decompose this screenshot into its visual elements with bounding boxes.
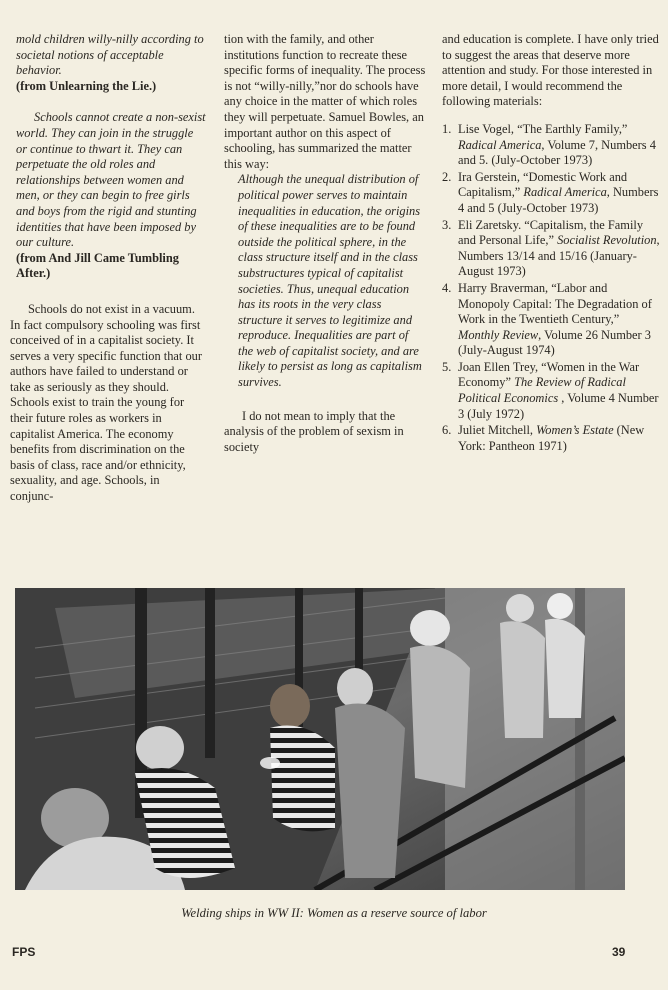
quote-block-1 — [10, 32, 206, 94]
page-number: 39 — [612, 945, 626, 959]
quote-source-2: (from And Jill Came Tumbling After.) — [16, 250, 179, 281]
quote-text-2: Schools cannot create a non-sexist world. They can join in the struggle or continue to thwart it. They can perpetuate the old roles and relationships between women and men, or they can begin to free girls and boys from the rigid and stunting identities that have been imposed by our culture. — [16, 110, 206, 250]
reference-item: 6. Juliet Mitchell, Women’s Estate (New York: Pantheon 1971) — [442, 423, 645, 453]
body-paragraph-3: I do not mean to imply that the analysis of the problem of sexism in society — [224, 408, 404, 454]
quote-source-1: (from Unlearning the Lie.) — [16, 78, 157, 93]
footer-publication: FPS — [12, 945, 36, 959]
bowles-quote: Although the unequal distribution of political power serves to maintain inequalities in education, the origins of these inequalities are to be found outside the political sphere, in the class structure itself and in the class substructures typical of capitalist societies. Thus, unequal education has its roots in the very class structure it serves to legitimize and reproduce. Inequalities are part of the web of capitalist society, and are likely to persist as long as capitalism survives. — [238, 172, 422, 390]
reference-item: 5. Joan Ellen Trey, “Women in the War Economy” The Review of Radical Political Economics , Volume 4 Number 3 (July 1972) — [442, 359, 659, 421]
body-paragraph-2: tion with the family, and other institutions function to recreate these specific forms of inequality. The process is not “willy-nilly,”nor do schools have any choice in the matter of which roles they will perpetuate. Samuel Bowles, an important author on this aspect of schooling, has summarized the matter this way: — [224, 32, 426, 171]
reference-item: 3. Eli Zaretsky. “Capitalism, the Family and Personal Life,” Socialist Revolution, Numbers 13/14 and 15/16 (January-August 1973) — [442, 217, 660, 279]
reference-item: 4. Harry Braverman, “Labor and Monopoly Capital: The Degradation of Work in the Twentieth Century,” Monthly Review, Volume 26 Number 3 (July-August 1974) — [442, 280, 652, 358]
body-paragraph-4: and education is complete. I have only tried to suggest the areas that deserve more attention and study. For those interested in more detail, I would recommend the following materials: — [442, 32, 659, 109]
photo-caption: Welding ships in WW II: Women as a reserve source of labor — [181, 906, 487, 920]
body-paragraph-1: Schools do not exist in a vacuum. In fact compulsory schooling was first conceived of in a capitalist society. It serves a very specific function that our authors have failed to understand or take as seriously as they should. Schools exist to train the young for their future roles as workers in capitalist America. The economy benefits from discrimination on the basis of class, race and/or ethnicity, sexuality, and age. Schools, in conjunc- — [10, 301, 202, 504]
welding-ships-photo — [15, 588, 625, 890]
column-3 — [442, 32, 662, 455]
quote-text-1: mold children willy-nilly according to societal notions of acceptable behavior. — [16, 32, 204, 78]
column-2 — [224, 32, 426, 455]
reference-item: 2. Ira Gerstein, “Domestic Work and Capitalism,” Radical America, Numbers 4 and 5 (July-October 1973) — [442, 169, 659, 215]
quote-block-2 — [10, 110, 206, 282]
reference-list — [442, 122, 662, 454]
column-1 — [10, 32, 206, 505]
reference-item: 1. Lise Vogel, “The Earthly Family,” Radical America, Volume 7, Numbers 4 and 5. (July-October 1973) — [442, 121, 656, 168]
